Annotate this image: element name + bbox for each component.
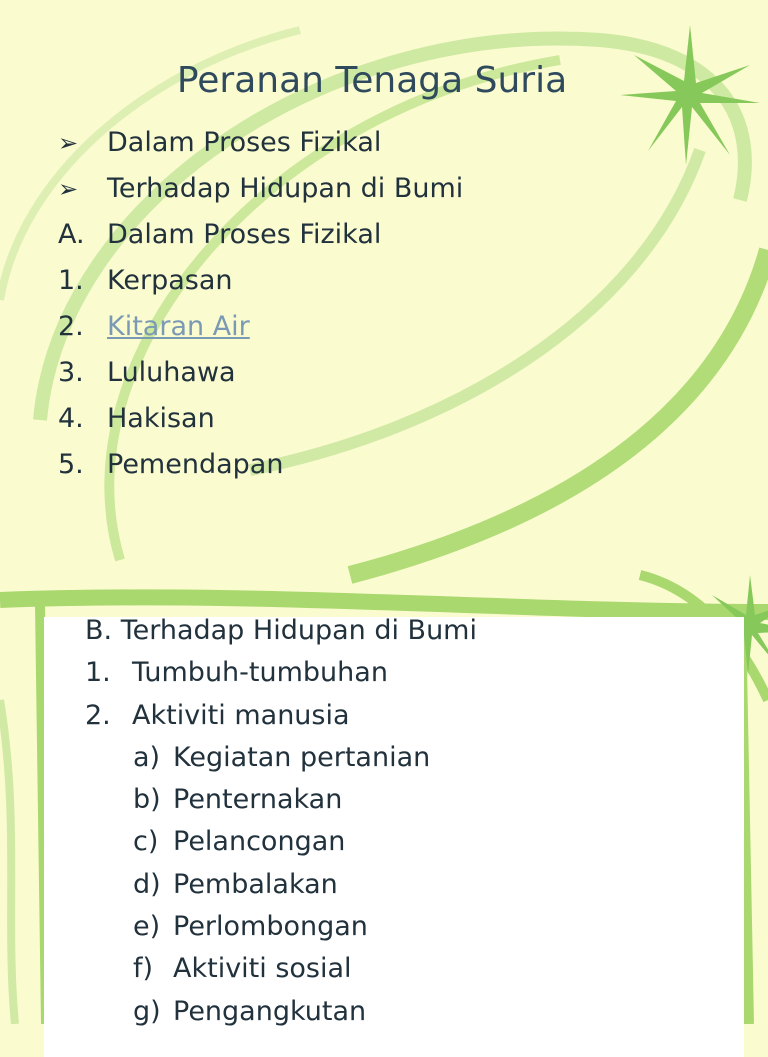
list-marker: f) xyxy=(133,953,154,985)
list-marker: a) xyxy=(133,741,161,773)
kitaran-air-link[interactable]: Kitaran Air xyxy=(107,311,250,342)
list-item-text: Aktiviti sosial xyxy=(173,953,352,985)
list-item-text: Terhadap Hidupan di Bumi xyxy=(107,173,464,204)
list-marker: 1. xyxy=(85,657,111,689)
list-item-text: Dalam Proses Fizikal xyxy=(107,127,382,158)
list-item-text: Hakisan xyxy=(107,403,215,434)
list-item-text: Kegiatan pertanian xyxy=(173,741,431,773)
list-marker: 1. xyxy=(58,265,84,296)
section-heading-text: B. Terhadap Hidupan di Bumi xyxy=(85,615,477,646)
arrow-bullet-icon: ➢ xyxy=(58,175,79,203)
list-marker: c) xyxy=(133,826,159,858)
list-item-text: Aktiviti manusia xyxy=(132,699,350,731)
list-item-text: Luluhawa xyxy=(107,357,236,388)
list-marker: 2. xyxy=(58,311,84,342)
list-marker: 2. xyxy=(85,699,111,731)
list-item-text: Dalam Proses Fizikal xyxy=(107,219,382,250)
list-item-text: Pemendapan xyxy=(107,449,284,480)
slide-title: Peranan Tenaga Suria xyxy=(176,60,568,101)
list-item-text: Tumbuh-tumbuhan xyxy=(132,657,388,689)
list-item-text: Perlombongan xyxy=(173,911,368,943)
list-marker: 4. xyxy=(58,403,84,434)
list-marker: A. xyxy=(58,219,85,250)
list-item-text: Pengangkutan xyxy=(173,995,367,1027)
list-marker: d) xyxy=(133,868,161,900)
list-item-text: Penternakan xyxy=(173,784,343,816)
list-item-text: Kerpasan xyxy=(107,265,233,296)
list-item-text: Pelancongan xyxy=(173,826,346,858)
list-marker: e) xyxy=(133,911,161,943)
list-marker: 3. xyxy=(58,357,84,388)
list-item-text: Pembalakan xyxy=(173,868,338,900)
arrow-bullet-icon: ➢ xyxy=(58,129,79,157)
list-marker: 5. xyxy=(58,449,84,480)
list-marker: g) xyxy=(133,995,161,1027)
list-marker: b) xyxy=(133,784,161,816)
